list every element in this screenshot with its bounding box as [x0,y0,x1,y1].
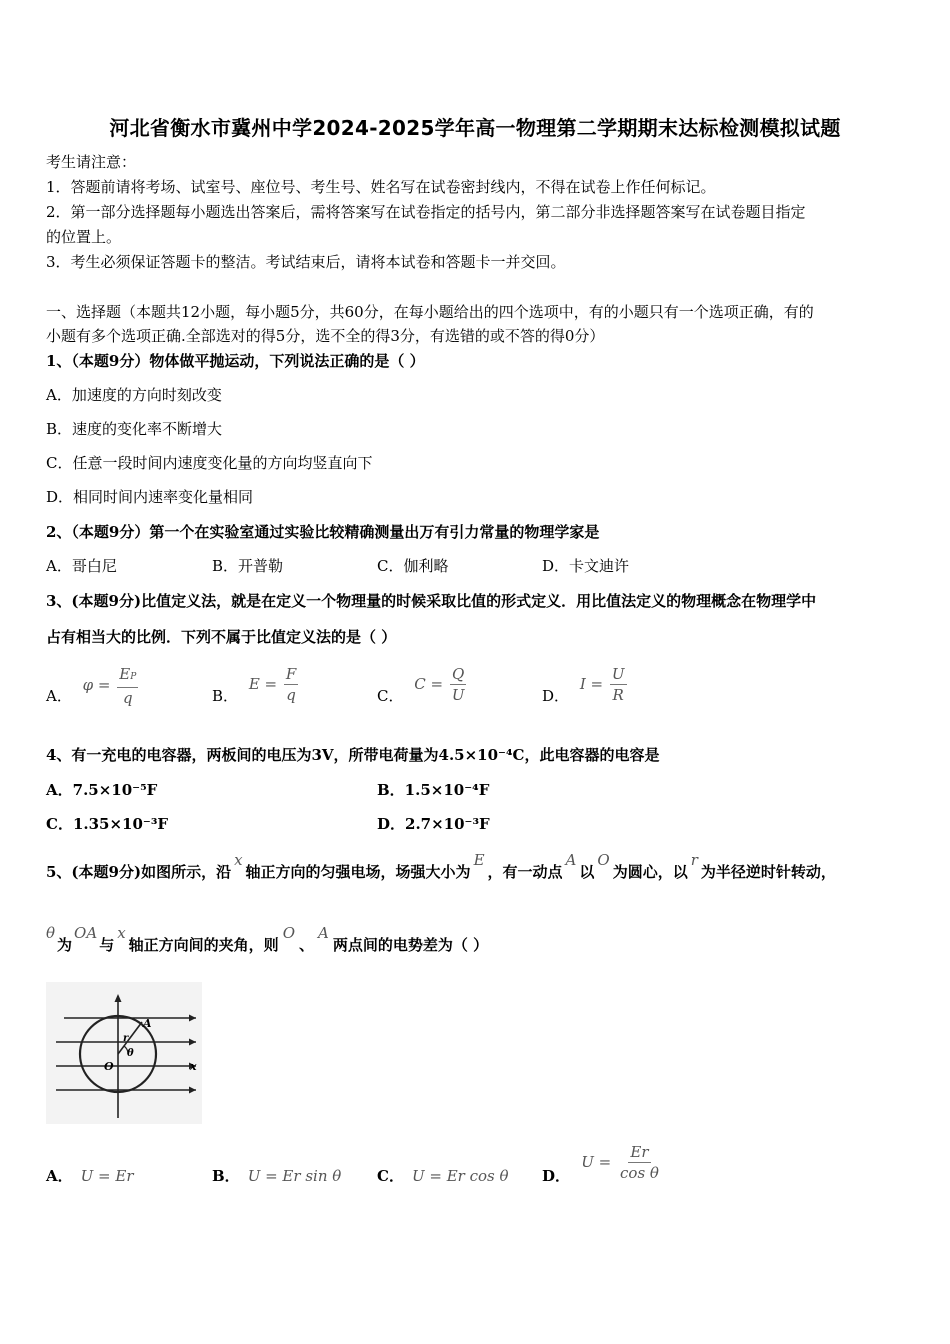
q1-option-d[interactable]: D．相同时间内速率变化量相同 [46,488,254,506]
section-heading-line2: 小题有多个选项正确.全部选对的得5分，选不全的得3分，有选错的或不答的得0分） [46,327,605,345]
formula-phi: φ = $\frac{EP}{q}$ [82,665,137,707]
option-label: D． [542,1167,571,1185]
formula-e: E = $\frac{F}{q}$ [248,665,297,704]
label-o: O [104,1060,114,1073]
field-diagram [46,982,202,1124]
symbol-r: r [690,851,698,869]
q1-option-a[interactable]: A．加速度的方向时刻改变 [46,386,222,404]
formula-a: U = Er [80,1167,134,1185]
page-title: 河北省衡水市冀州中学2024-2025学年高一物理第二学期期末达标检测模拟试题 [109,116,841,140]
q4-option-c[interactable]: C．1.35×10⁻³F [46,815,169,833]
option-label: A． [46,1167,73,1185]
symbol-theta: θ [46,924,56,942]
notice-item-2-cont: 的位置上。 [46,228,122,246]
q1-option-b[interactable]: B．速度的变化率不断增大 [46,420,223,438]
q3-stem-line1: 3、(本题9分)比值定义法，就是在定义一个物理量的时候采取比值的形式定义．用比值法定义的物理概念在物理学中 [46,592,817,610]
q5-option-a[interactable] [46,1166,134,1186]
q3-option-a[interactable] [46,664,138,708]
q5-stem-line2: θ为OA与x轴正方向间的夹角，则O、A两点间的电势差为（ ） [46,924,489,954]
formula-d: U = $\frac{Er}{\text{cos θ}}$ [581,1143,659,1182]
q3-option-d[interactable] [542,664,627,706]
q5-option-c[interactable] [377,1166,509,1186]
symbol-oa: OA [74,924,98,942]
formula-b: U = Er sin θ [247,1167,342,1185]
option-label: C． [377,687,404,705]
symbol-x: x [234,851,243,869]
notice-item-1: 1．答题前请将考场、试室号、座位号、考生号、姓名写在试卷密封线内，不得在试卷上作任何标记。 [46,178,716,196]
q5-option-d[interactable] [542,1142,661,1186]
q5-option-b[interactable] [212,1166,341,1186]
label-a: A [143,1017,152,1030]
q1-option-c[interactable]: C．任意一段时间内速度变化量的方向均竖直向下 [46,454,373,472]
label-theta: θ [127,1048,134,1059]
option-label: D． [542,687,570,705]
q3-option-b[interactable] [212,664,298,706]
formula-c: C = $\frac{Q}{U}$ [414,665,465,704]
q4-option-a[interactable]: A．7.5×10⁻⁵F [46,781,158,799]
option-label: B． [212,687,239,705]
q4-option-b[interactable]: B．1.5×10⁻⁴F [377,781,490,799]
notice-item-2: 2．第一部分选择题每小题选出答案后，需将答案写在试卷指定的括号内，第二部分非选择题答案写在试卷题目指定 [46,203,806,221]
q5-field-figure [46,982,202,1124]
notice-item-3: 3．考生必须保证答题卡的整洁。考试结束后，请将本试卷和答题卡一并交回。 [46,253,566,271]
q1-stem: 1、（本题9分）物体做平抛运动，下列说法正确的是（ ） [46,352,425,370]
symbol-a-2: A [318,924,329,942]
q2-option-c[interactable]: C．伽利略 [377,557,449,575]
q4-option-d[interactable]: D．2.7×10⁻³F [377,815,490,833]
q2-option-a[interactable]: A．哥白尼 [46,557,117,575]
q3-stem-line2: 占有相当大的比例．下列不属于比值定义法的是（ ） [46,628,397,646]
formula-c: U = Er cos θ [411,1167,509,1185]
option-label: A． [46,687,72,705]
q2-option-b[interactable]: B．开普勒 [212,557,284,575]
q3-option-c[interactable] [377,664,467,706]
q2-stem: 2、（本题9分）第一个在实验室通过实验比较精确测量出万有引力常量的物理学家是 [46,523,600,541]
q4-stem: 4、有一充电的电容器，两板间的电压为3V，所带电荷量为4.5×10⁻⁴C，此电容器的电容是 [46,746,660,764]
option-label: C． [377,1167,404,1185]
q5-stem-line1: 5、(本题9分)如图所示，沿x轴正方向的匀强电场，场强大小为E，有一动点A以O为圆心，以r为半径逆时针转动， [46,851,836,881]
q2-option-d[interactable]: D．卡文迪许 [542,557,630,575]
symbol-x-2: x [117,924,126,942]
symbol-e: E [473,851,485,869]
symbol-o-2: O [282,924,295,942]
formula-i: I = $\frac{U}{R}$ [579,665,625,704]
label-x: x [190,1060,197,1073]
symbol-o: O [597,851,610,869]
notice-heading: 考生请注意： [46,153,137,171]
label-r: r [123,1033,129,1044]
section-heading-line1: 一、选择题（本题共12小题，每小题5分，共60分，在每小题给出的四个选项中，有的小题只有一个选项正确，有的 [46,303,814,321]
option-label: B． [212,1167,240,1185]
symbol-a: A [565,851,577,869]
